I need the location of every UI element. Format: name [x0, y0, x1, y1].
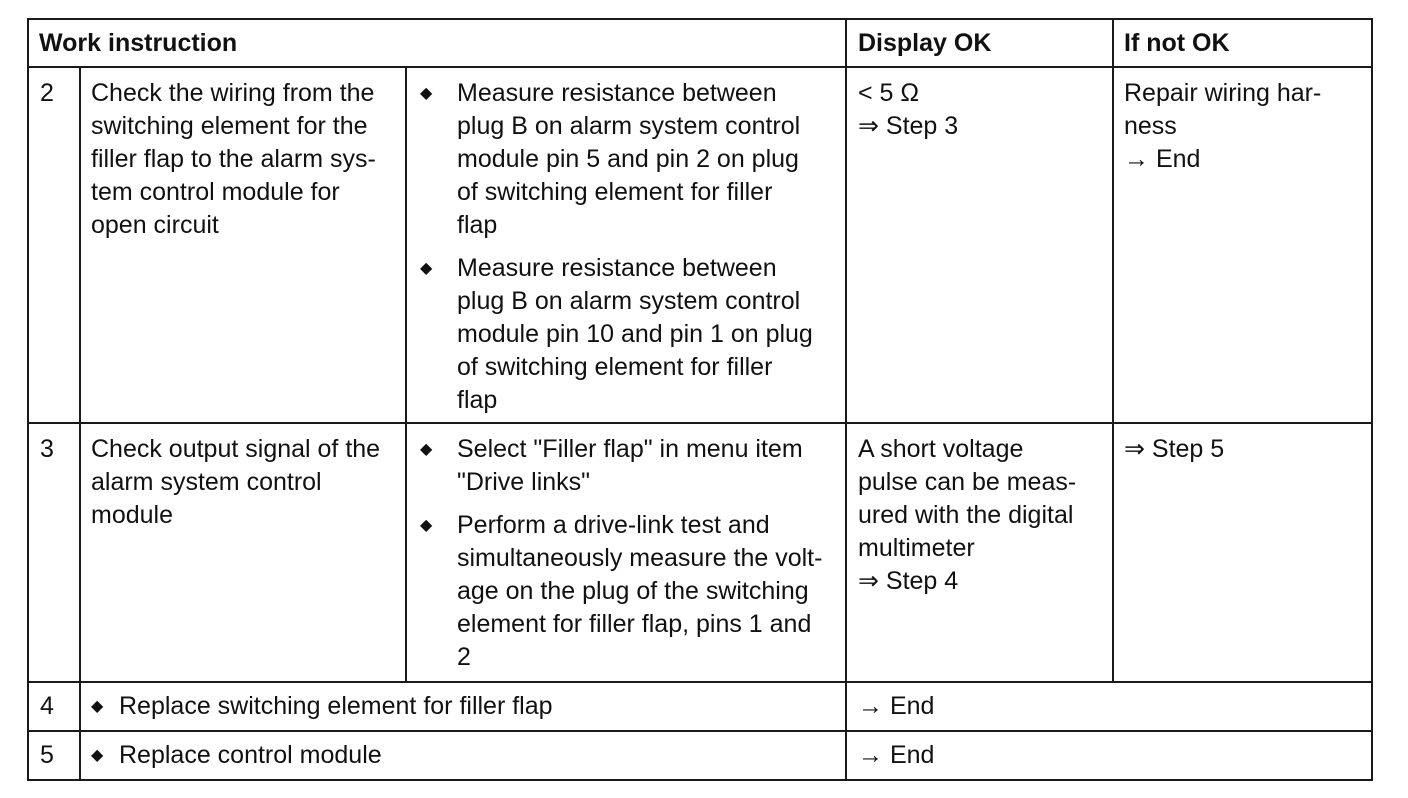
column-divider: [79, 67, 81, 780]
action-text: Replace switching element for filler flap: [119, 692, 553, 720]
action-list: [407, 433, 843, 674]
table-border-right: [1371, 18, 1373, 781]
text-line: alarm system control: [91, 468, 322, 496]
bullet-icon: ◆: [91, 747, 104, 764]
row-divider: [27, 730, 1373, 732]
step-number: 2: [40, 79, 54, 107]
text-line: tem control module for: [91, 178, 340, 206]
text-line: ness: [1124, 112, 1177, 140]
display-ok-result: [858, 433, 1108, 598]
table-border-bottom: [27, 779, 1373, 781]
text-line: age on the plug of the switching: [457, 577, 809, 605]
text-line: ured with the digital: [858, 501, 1074, 529]
text-line: ⇒ Step 4: [858, 567, 959, 595]
text-line: plug B on alarm system control: [457, 287, 801, 315]
step-number: 5: [40, 741, 54, 769]
check-description: [91, 433, 401, 532]
bullet-icon: ◆: [420, 517, 433, 534]
text-line: filler flap to the alarm sys-: [91, 145, 376, 173]
text-line: Perform a drive-link test and: [457, 511, 770, 539]
action-list: [407, 77, 843, 417]
text-line: Repair wiring har-: [1124, 79, 1322, 107]
text-line: module pin 5 and pin 2 on plug: [457, 145, 799, 173]
bullet-icon: ◆: [420, 260, 433, 277]
bullet-icon: ◆: [420, 85, 433, 102]
bullet-icon: ◆: [420, 441, 433, 458]
check-description: [91, 77, 401, 242]
text-line: Check the wiring from the: [91, 79, 375, 107]
text-line: 2: [457, 643, 471, 671]
action-item: [407, 252, 843, 417]
text-line: simultaneously measure the volt-: [457, 544, 823, 572]
step-result: → End: [858, 692, 935, 720]
text-line: < 5 Ω: [858, 79, 920, 107]
step-result: → End: [858, 741, 935, 769]
text-line: of switching element for filler: [457, 353, 773, 381]
text-line: multimeter: [858, 534, 975, 562]
text-line: flap: [457, 211, 498, 239]
text-line: Select "Filler flap" in menu item: [457, 435, 803, 463]
text-line: switching element for the: [91, 112, 368, 140]
bullet-icon: ◆: [91, 698, 104, 715]
text-line: flap: [457, 386, 498, 414]
row-divider: [27, 422, 1373, 424]
text-line: "Drive links": [457, 468, 591, 496]
header-display-ok: Display OK: [858, 29, 992, 57]
text-line: pulse can be meas-: [858, 468, 1077, 496]
text-line: of switching element for filler: [457, 178, 773, 206]
step-number: 3: [40, 435, 54, 463]
action-item: [407, 77, 843, 242]
header-work-instruction: Work instruction: [39, 29, 238, 57]
header-if-not-ok: If not OK: [1124, 29, 1230, 57]
text-line: element for filler flap, pins 1 and: [457, 610, 812, 638]
text-line: Measure resistance between: [457, 254, 777, 282]
text-line: Check output signal of the: [91, 435, 381, 463]
display-ok-result: [858, 77, 1108, 143]
text-line: module: [91, 501, 173, 529]
text-line: ⇒ Step 5: [1124, 435, 1225, 463]
table-border-top: [27, 18, 1373, 20]
action-text: Replace control module: [119, 741, 382, 769]
if-not-ok-result: [1124, 77, 1368, 176]
text-line: open circuit: [91, 211, 219, 239]
header-divider: [27, 66, 1373, 68]
text-line: ⇒ Step 3: [858, 112, 959, 140]
work-instruction-table: [27, 18, 1373, 781]
step-number: 4: [40, 692, 54, 720]
action-item: [407, 433, 843, 499]
action-item: [81, 739, 841, 772]
text-line: plug B on alarm system control: [457, 112, 801, 140]
row-divider: [27, 681, 1373, 683]
text-line: Measure resistance between: [457, 79, 777, 107]
action-item: [407, 509, 843, 674]
text-line: → End: [1124, 145, 1201, 173]
table-border-left: [27, 18, 29, 781]
text-line: module pin 10 and pin 1 on plug: [457, 320, 813, 348]
column-divider: [845, 18, 847, 781]
text-line: A short voltage: [858, 435, 1024, 463]
if-not-ok-result: [1124, 433, 1368, 466]
column-divider: [1112, 18, 1114, 682]
action-item: [81, 690, 841, 723]
